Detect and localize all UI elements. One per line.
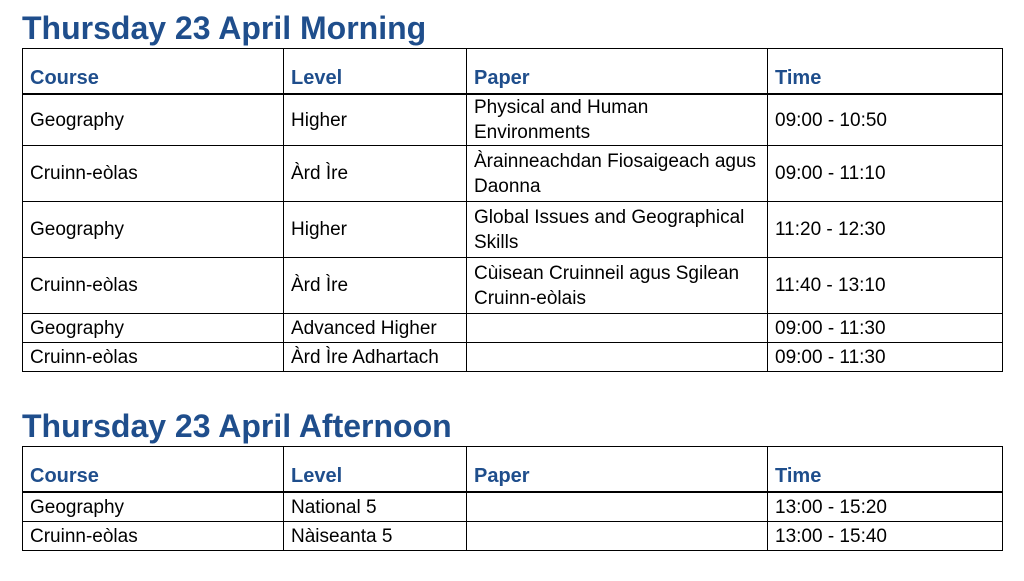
table-row: [23, 314, 1003, 343]
table-row: [23, 522, 1003, 551]
column-header-time: Time: [768, 447, 1003, 493]
table-row: [23, 94, 1003, 146]
morning-title: Thursday 23 April Morning: [22, 10, 427, 46]
time-cell: 09:00 - 11:10: [768, 146, 1003, 202]
course-cell: Cruinn-eòlas: [23, 146, 284, 202]
time-cell: 09:00 - 11:30: [768, 343, 1003, 372]
level-cell: Nàiseanta 5: [284, 522, 467, 551]
course-cell: Geography: [23, 94, 284, 146]
level-cell: Advanced Higher: [284, 314, 467, 343]
course-cell: Geography: [23, 492, 284, 522]
time-cell: 13:00 - 15:20: [768, 492, 1003, 522]
time-cell: 13:00 - 15:40: [768, 522, 1003, 551]
level-cell: Àrd Ìre: [284, 146, 467, 202]
paper-cell: Cùisean Cruinneil agus Sgilean Cruinn-eòlais: [467, 258, 768, 314]
afternoon-title: Thursday 23 April Afternoon: [22, 408, 452, 444]
time-cell: 11:20 - 12:30: [768, 202, 1003, 258]
column-header-course: Course: [23, 447, 284, 493]
level-cell: Àrd Ìre Adhartach: [284, 343, 467, 372]
course-cell: Cruinn-eòlas: [23, 258, 284, 314]
course-cell: Cruinn-eòlas: [23, 522, 284, 551]
time-cell: 09:00 - 10:50: [768, 94, 1003, 146]
table-row: [23, 146, 1003, 202]
column-header-level: Level: [284, 49, 467, 95]
paper-cell: Physical and Human Environments: [467, 94, 768, 146]
course-cell: Geography: [23, 314, 284, 343]
paper-cell: [467, 492, 768, 522]
paper-cell: [467, 314, 768, 343]
table-row: [23, 492, 1003, 522]
column-header-time: Time: [768, 49, 1003, 95]
course-cell: Geography: [23, 202, 284, 258]
afternoon-section: [22, 408, 1002, 558]
time-cell: 11:40 - 13:10: [768, 258, 1003, 314]
paper-cell: [467, 522, 768, 551]
level-cell: Higher: [284, 202, 467, 258]
paper-cell: Àrainneachdan Fiosaigeach agus Daonna: [467, 146, 768, 202]
paper-cell: Global Issues and Geographical Skills: [467, 202, 768, 258]
time-cell: 09:00 - 11:30: [768, 314, 1003, 343]
paper-cell: [467, 343, 768, 372]
afternoon-table: [22, 446, 1003, 551]
table-row: [23, 258, 1003, 314]
morning-table: [22, 48, 1003, 372]
course-cell: Cruinn-eòlas: [23, 343, 284, 372]
column-header-level: Level: [284, 447, 467, 493]
table-row: [23, 202, 1003, 258]
table-header-row: [23, 49, 1003, 95]
column-header-paper: Paper: [467, 49, 768, 95]
level-cell: Àrd Ìre: [284, 258, 467, 314]
column-header-course: Course: [23, 49, 284, 95]
level-cell: National 5: [284, 492, 467, 522]
level-cell: Higher: [284, 94, 467, 146]
table-row: [23, 343, 1003, 372]
morning-section: [22, 10, 1002, 368]
column-header-paper: Paper: [467, 447, 768, 493]
table-header-row: [23, 447, 1003, 493]
